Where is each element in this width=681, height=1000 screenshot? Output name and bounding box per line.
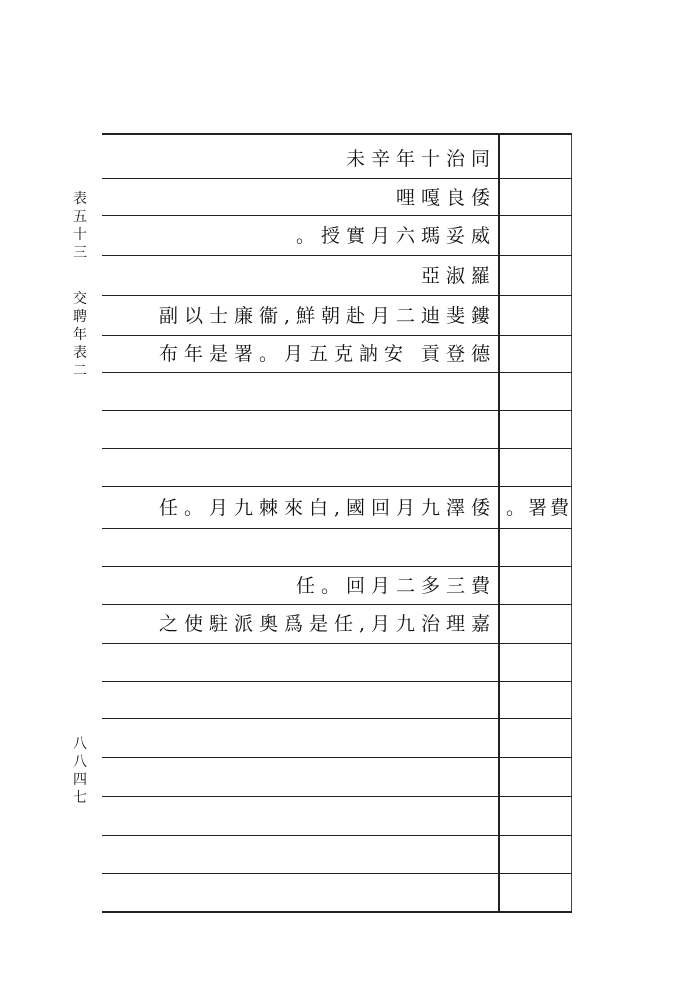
row-rule [102,486,572,487]
section-char: 年 [73,327,87,343]
table-row [102,797,572,834]
table-row [102,567,572,604]
section-char: 交 [73,291,87,307]
table-row [102,411,572,448]
page-number-char: 八 [73,736,87,752]
table-row [102,217,572,254]
table-row [102,529,572,566]
row-main-text: 嘉理治九月,任是爲奧派駐使之 [158,613,496,635]
page-number-char: 四 [73,772,87,788]
volume-char: 十 [73,227,87,243]
volume-char: 表 [73,191,87,207]
section-char: 二 [73,363,87,379]
row-main-text: 倭良嘎哩 [395,187,496,209]
sidebar-volume-label [70,190,90,262]
table-row [102,179,572,216]
table-row [102,758,572,795]
section-char: 聘 [73,309,87,325]
sidebar-section-label [70,290,90,380]
section-char: 表 [73,345,87,361]
row-rule [102,295,572,296]
table-row [102,140,572,177]
table-row [102,297,572,334]
table-row [102,836,572,873]
row-main-text: 德登貢 安訥克五月。署是年布 [158,343,496,365]
volume-char: 五 [73,209,87,225]
table-row [102,719,572,756]
table-top-rule [102,133,572,135]
table-row [102,605,572,642]
page-number-char: 八 [73,754,87,770]
table-row [102,335,572,372]
chronology-table [102,0,572,1000]
table-bottom-rule [102,911,572,913]
volume-char: 三 [73,245,87,261]
table-row [102,373,572,410]
row-rule [102,255,572,256]
page-number-char: 七 [73,790,87,806]
table-row [102,874,572,911]
row-aside-text: 費署。 [506,497,573,519]
row-main-text: 鏤斐迪二月赴朝鮮,衞廉士以副 [158,305,496,327]
page-number [70,735,90,807]
row-main-text: 同治十年辛未 [345,148,496,170]
table-row [102,449,572,486]
table-row [102,644,572,681]
row-main-text: 倭澤九月回國,白來棘九月。任 [158,497,496,519]
table-row [102,489,572,526]
row-main-text: 威妥瑪六月實授。 [295,225,496,247]
table-row [102,682,572,719]
table-row [102,257,572,294]
row-main-text: 羅淑亞 [420,265,496,287]
row-main-text: 費三多二月回。任 [295,575,496,597]
